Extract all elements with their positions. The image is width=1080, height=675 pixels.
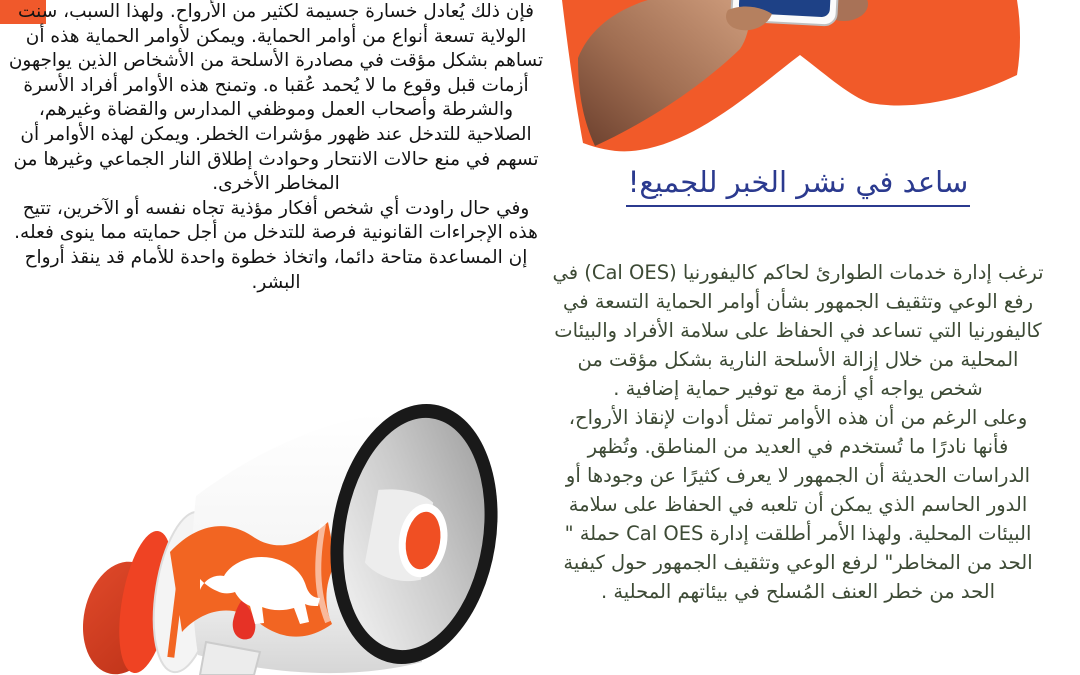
- left-text-column: [6, 0, 546, 295]
- right-paragraph-1: ترغب إدارة خدمات الطوارئ لحاكم كاليفورنيا (Cal OES) في رفع الوعي وتثقيف الجمهور بشأن أوامر الحماية التسعة في كاليفورنيا التي تساعد في الحفاظ على سلامة الأفراد والبيئات المحلية من خلال إزالة الأسلحة النارية بشكل مؤقت من شخص يواجه أي أزمة مع توفير حماية إضافية .: [552, 261, 1044, 400]
- right-paragraph-2: وعلى الرغم من أن هذه الأوامر تمثل أدوات لإنقاذ الأرواح، فأنها نادرًا ما تُستخدم في العديد من المناطق. وتُظهر الدراسات الحديثة أن الجمهور لا يعرف كثيرًا عن وجودها أو الدور الحاسم الذي يمكن أن تلعبه في الحفاظ على سلامة البيئات المحلية. ولهذا الأمر أطلقت إدارة Cal OES حملة " الحد من المخاطر" لرفع الوعي وتثقيف الجمهور حول كيفية الحد من خطر العنف المُسلح في بيئاتهم المحلية .: [563, 406, 1033, 603]
- left-paragraph-1: فإن ذلك يُعادل خسارة جسيمة لكثير من الأرواح. ولهذا السبب، سنت الولاية تسعة أنواع من أوامر الحماية. ويمكن لأوامر الحماية هذه أن تساهم بشكل مؤقت في مصادرة الأسلحة من الأشخاص الذين يواجهون أزمات قبل وقوع ما لا يُحمد عُقبا ه. وتمنح هذه الأوامر أفراد الأسرة والشرطة وأصحاب العمل وموظفي المدارس والقضاة وغيرهم، الصلاحية للتدخل عند ظهور مؤشرات الخطر. ويمكن لهذه الأوامر أن تسهم في منع حالات الانتحار وحوادث إطلاق النار الجماعي وغيرها من المخاطر الأخرى.: [8, 1, 544, 195]
- heading-wrap: [552, 164, 1044, 207]
- page-heading: ساعد في نشر الخبر للجميع!: [626, 164, 971, 207]
- left-paragraph-2: وفي حال راودت أي شخص أفكار مؤذية تجاه نفسه أو الآخرين، تتيح هذه الإجراءات القانونية فرصة للتدخل من أجل حمايته مما ينوى فعله. إن المساعدة متاحة دائما، واتخاذ خطوة واحدة للأمام قد ينقذ أرواح البشر.: [14, 197, 538, 293]
- right-text-column: [552, 258, 1044, 606]
- hand-holding-phone-on-orange-flag: [552, 0, 1030, 170]
- megaphone-with-california-bear-flag: [80, 392, 520, 675]
